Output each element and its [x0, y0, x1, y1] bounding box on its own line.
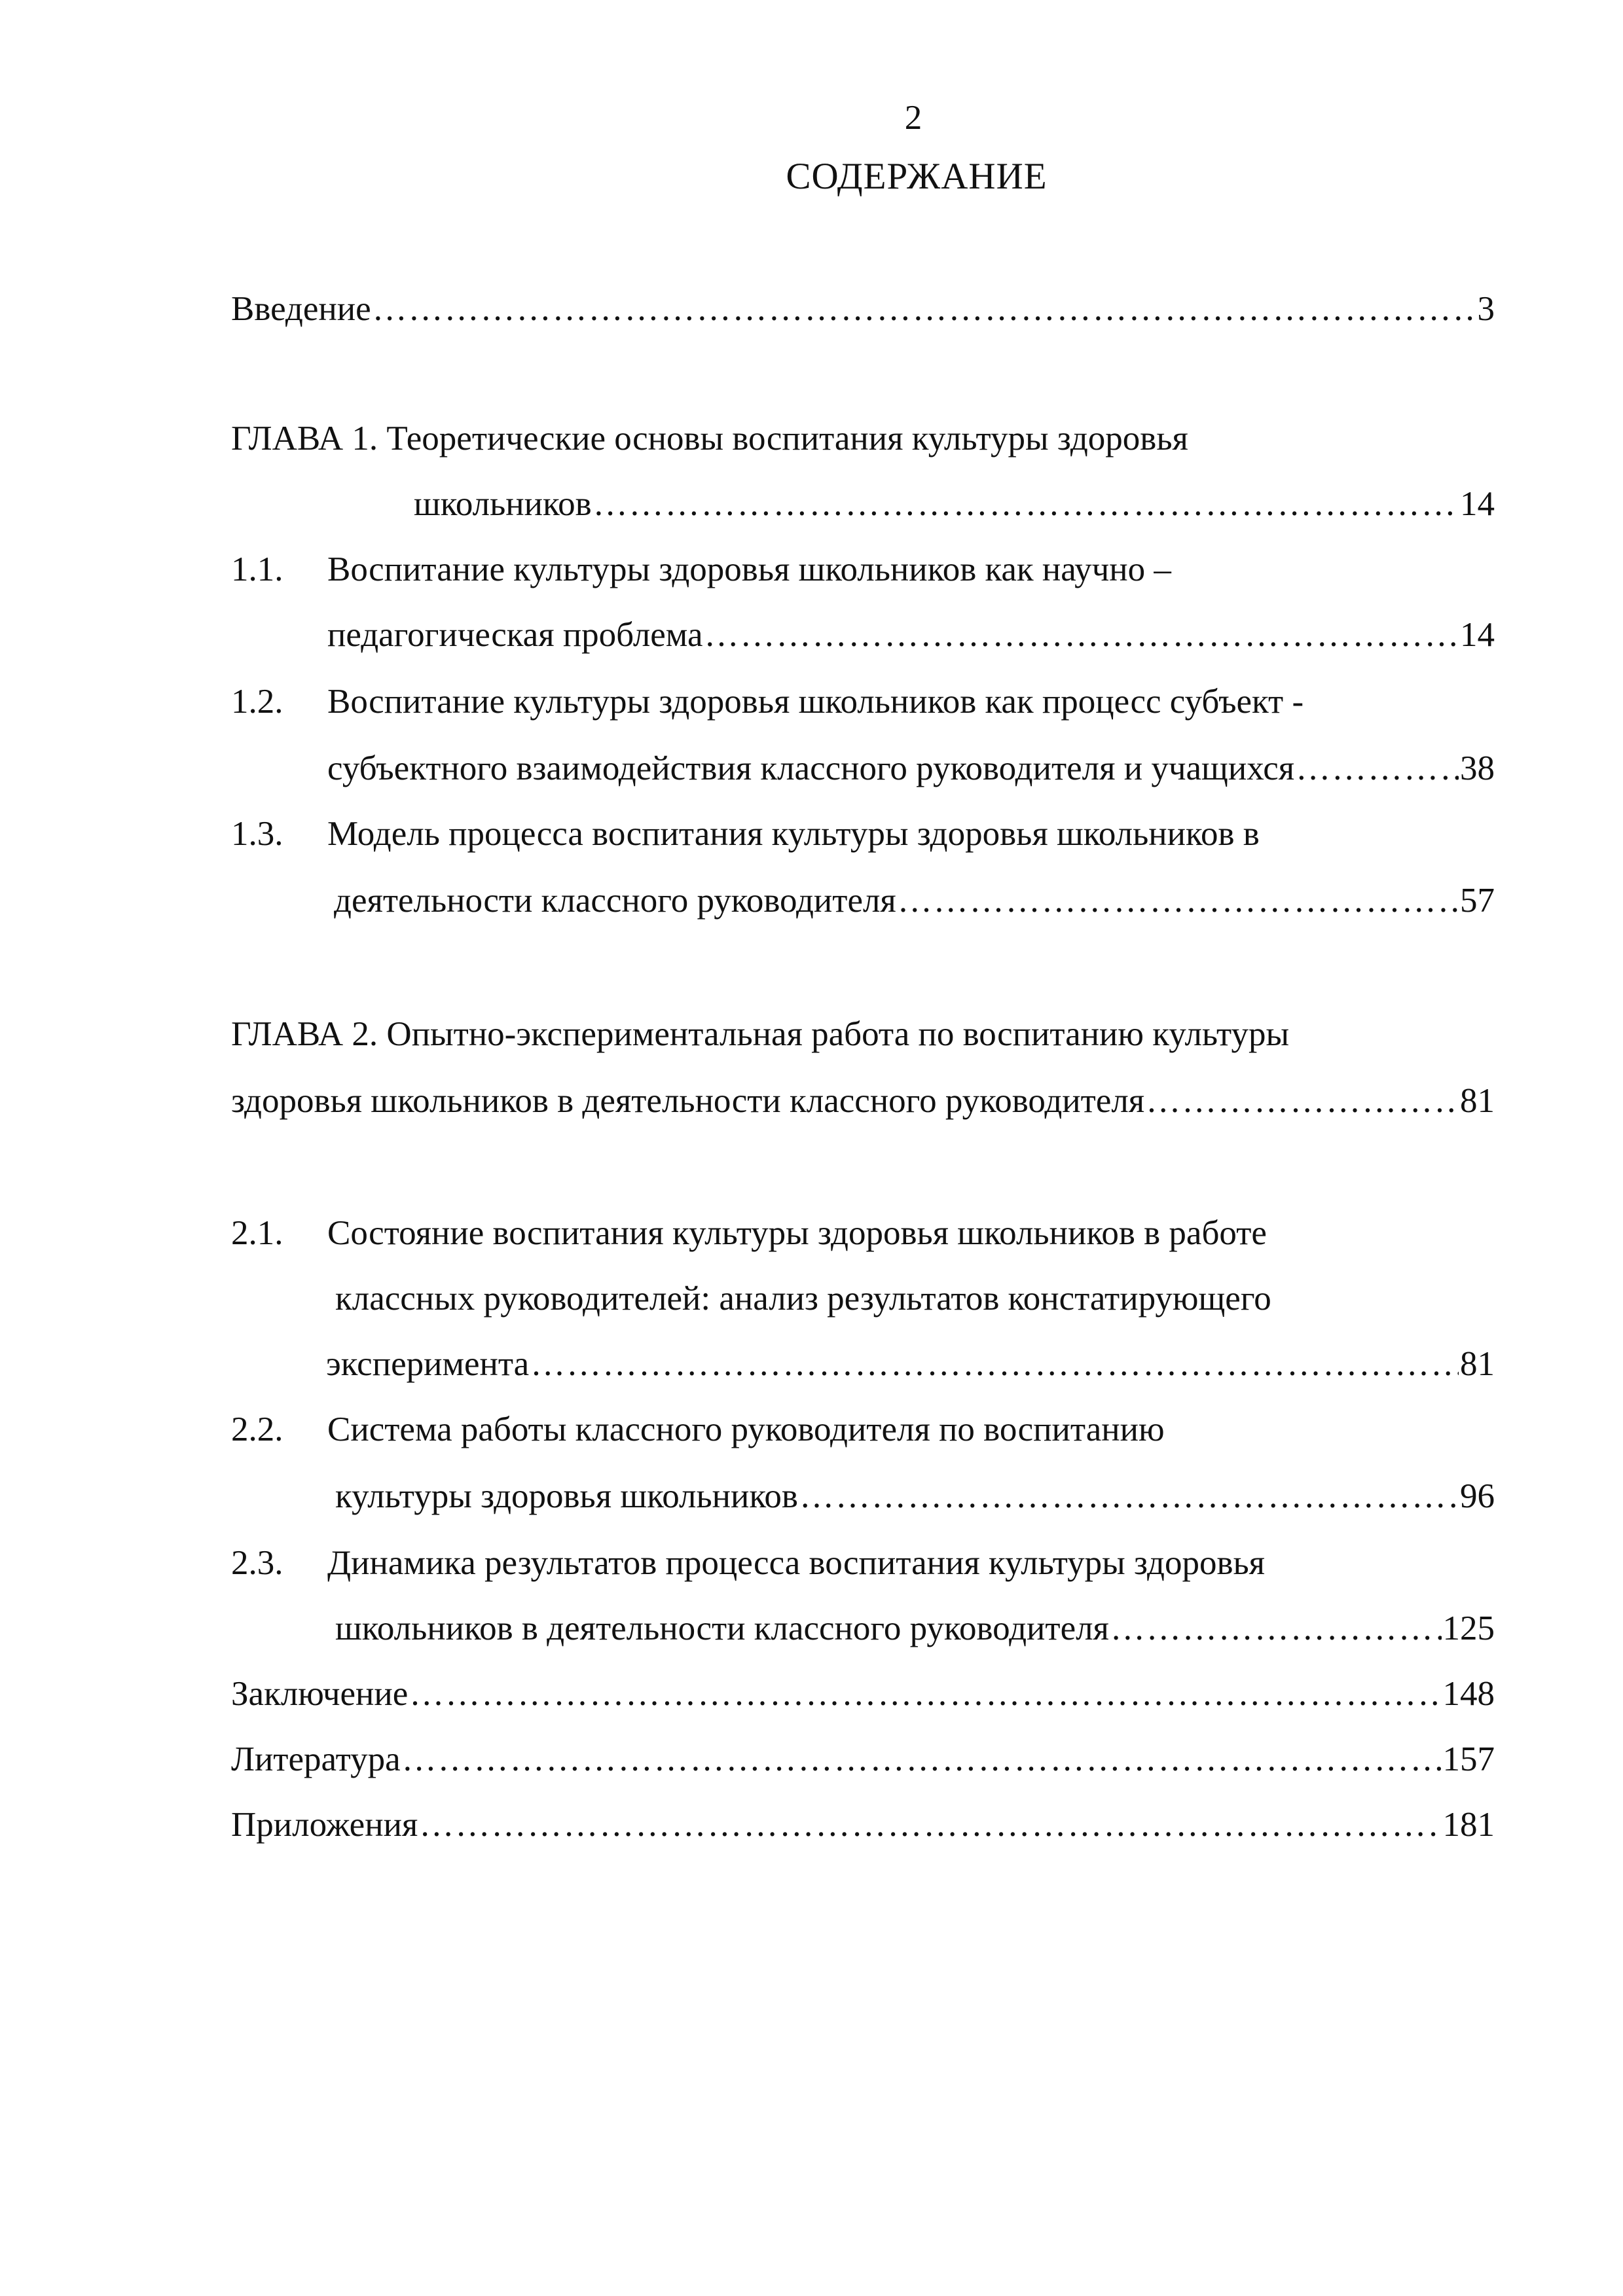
toc-entry-literature[interactable] — [231, 1738, 1495, 1780]
dot-leader — [593, 483, 1459, 525]
chapter1-title-cont[interactable] — [414, 483, 1495, 525]
toc-entry-page: 14 — [1460, 616, 1495, 654]
toc-entry-label: педагогическая проблема — [327, 616, 703, 654]
section-2-1-cont[interactable] — [326, 1343, 1495, 1385]
page-number: 2 — [904, 99, 922, 137]
dot-leader — [419, 1804, 1441, 1846]
dot-leader — [402, 1738, 1442, 1780]
dot-leader — [373, 288, 1476, 330]
section-2-2-title[interactable]: Система работы классного руководителя по воспитанию — [327, 1410, 1165, 1448]
section-number: 1.1. — [231, 550, 283, 588]
toc-entry-page: 3 — [1477, 290, 1495, 328]
section-2-1-title[interactable]: Состояние воспитания культуры здоровья школьников в работе — [327, 1214, 1267, 1252]
section-number: 2.3. — [231, 1544, 283, 1582]
section-number: 2.1. — [231, 1214, 283, 1252]
section-2-3-title[interactable]: Динамика результатов процесса воспитания культуры здоровья — [327, 1544, 1266, 1582]
toc-entry-page: 125 — [1442, 1609, 1495, 1647]
toc-entry-label: школьников — [414, 485, 592, 523]
dot-leader — [898, 880, 1459, 922]
toc-entry-page: 57 — [1460, 882, 1495, 920]
dot-leader — [799, 1475, 1459, 1517]
toc-entry-conclusion[interactable] — [231, 1673, 1495, 1715]
section-1-3-cont[interactable] — [334, 880, 1495, 922]
toc-entry-page: 81 — [1460, 1082, 1495, 1120]
toc-entry-label: Приложения — [231, 1806, 418, 1844]
section-2-3-cont[interactable] — [335, 1607, 1495, 1649]
chapter2-title[interactable]: ГЛАВА 2. Опытно-экспериментальная работа по воспитанию культуры — [231, 1015, 1290, 1053]
toc-entry-appendices[interactable] — [231, 1804, 1495, 1846]
toc-entry-page: 96 — [1460, 1477, 1495, 1515]
toc-entry-page: 14 — [1460, 485, 1495, 523]
section-1-1-cont[interactable] — [327, 614, 1495, 656]
section-number: 1.3. — [231, 815, 283, 853]
toc-entry-label: субъектного взаимодействия классного руководителя и учащихся — [327, 749, 1295, 787]
section-1-2-title[interactable]: Воспитание культуры здоровья школьников как процесс субъект - — [327, 683, 1304, 721]
toc-entry-label: здоровья школьников в деятельности классного руководителя — [231, 1082, 1145, 1120]
toc-heading: СОДЕРЖАНИЕ — [786, 156, 1048, 197]
toc-entry-page: 148 — [1442, 1675, 1495, 1713]
toc-entry-label: культуры здоровья школьников — [335, 1477, 798, 1515]
toc-entry-page: 38 — [1460, 749, 1495, 787]
toc-entry-label: Литература — [231, 1740, 401, 1778]
toc-entry-label: Заключение — [231, 1675, 409, 1713]
dot-leader — [1296, 747, 1459, 789]
toc-entry-intro[interactable] — [231, 288, 1495, 330]
section-number: 1.2. — [231, 683, 283, 721]
section-2-1-line2[interactable]: классных руководителей: анализ результатов констатирующего — [335, 1280, 1271, 1318]
section-number: 2.2. — [231, 1410, 283, 1448]
section-1-1-title[interactable]: Воспитание культуры здоровья школьников как научно – — [327, 550, 1171, 588]
toc-entry-page: 81 — [1460, 1345, 1495, 1383]
dot-leader — [1146, 1080, 1459, 1122]
section-1-3-title[interactable]: Модель процесса воспитания культуры здоровья школьников в — [327, 815, 1260, 853]
dot-leader — [530, 1343, 1459, 1385]
toc-entry-page: 181 — [1442, 1806, 1495, 1844]
dot-leader — [409, 1673, 1441, 1715]
toc-entry-label: Введение — [231, 290, 371, 328]
toc-entry-page: 157 — [1442, 1740, 1495, 1778]
toc-entry-label: школьников в деятельности классного руководителя — [335, 1609, 1109, 1647]
toc-entry-label: деятельности классного руководителя — [334, 882, 896, 920]
chapter2-title-cont[interactable] — [231, 1080, 1495, 1122]
section-2-2-cont[interactable] — [335, 1475, 1495, 1517]
section-1-2-cont[interactable] — [327, 747, 1495, 789]
chapter1-title[interactable]: ГЛАВА 1. Теоретические основы воспитания культуры здоровья — [231, 420, 1188, 457]
dot-leader — [1110, 1607, 1442, 1649]
toc-entry-label: эксперимента — [326, 1345, 530, 1383]
dot-leader — [704, 614, 1459, 656]
